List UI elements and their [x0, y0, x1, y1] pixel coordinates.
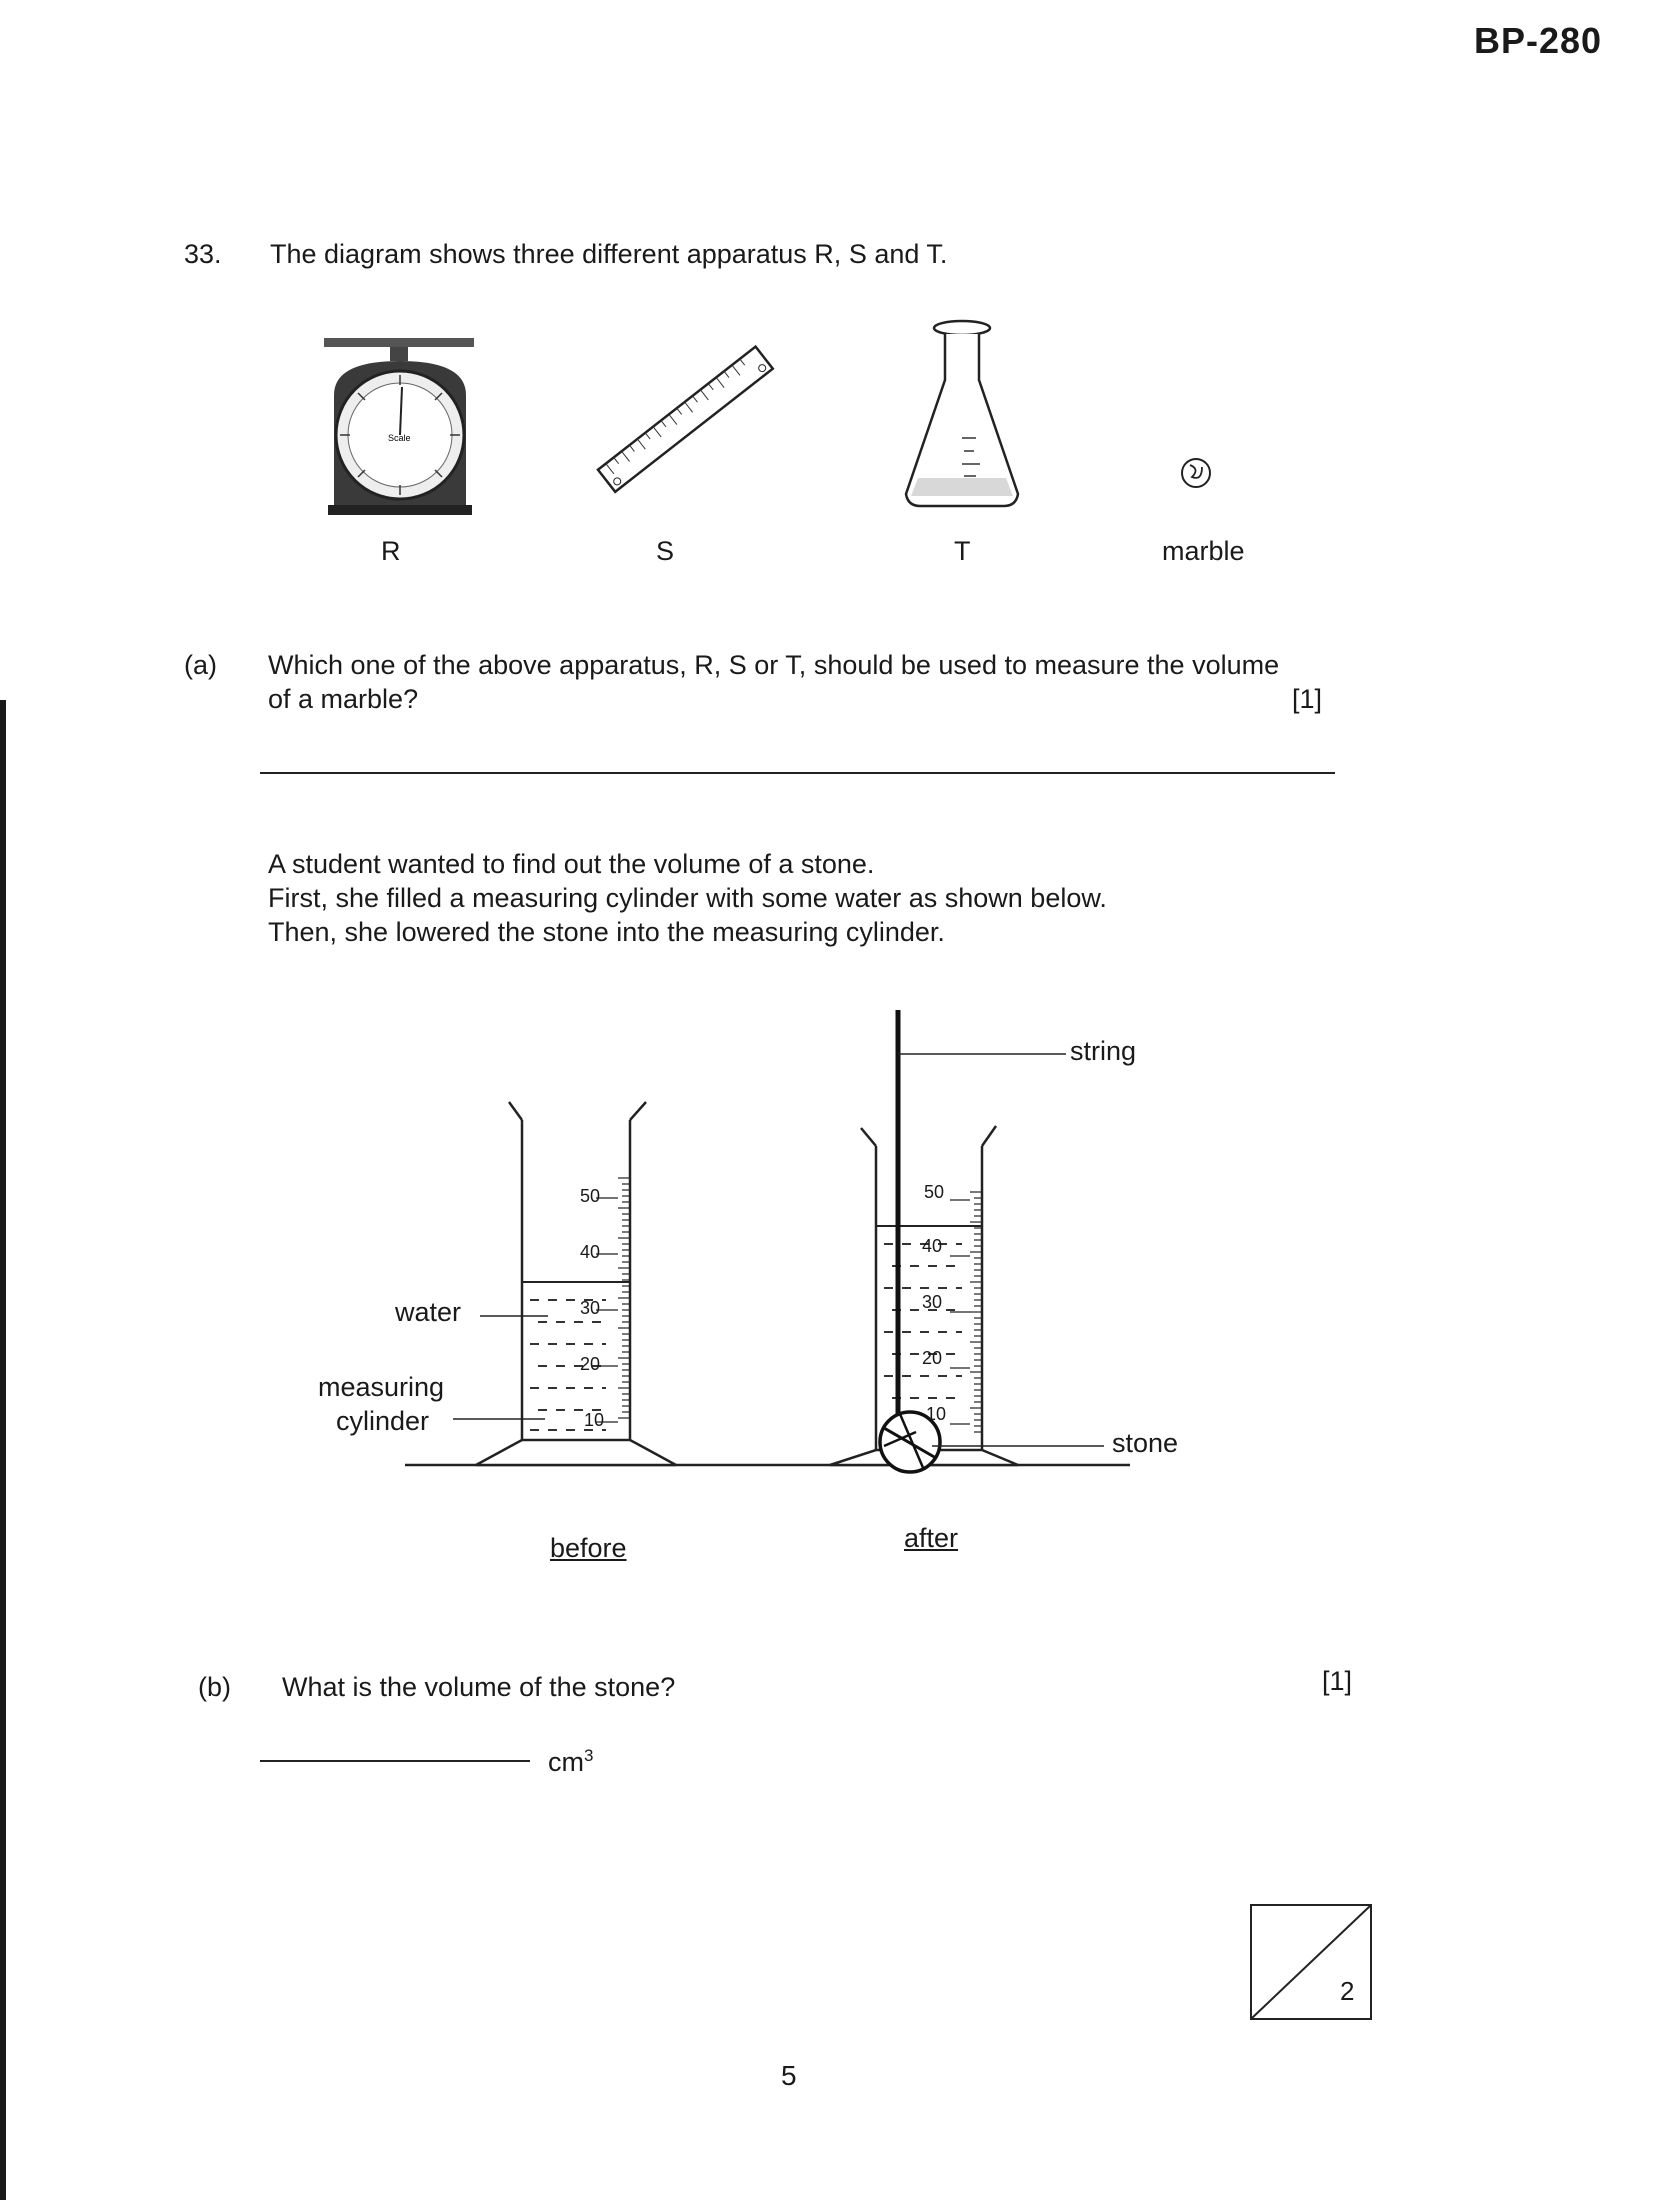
- mark-box: [1250, 1904, 1372, 2020]
- cylinder-before: [476, 1102, 676, 1465]
- part-b-answer-line[interactable]: [260, 1760, 530, 1762]
- stem-line-2: First, she filled a measuring cylinder with some water as shown below.: [268, 883, 1107, 913]
- apparatus-label-t: T: [954, 536, 971, 566]
- marble-label: marble: [1162, 536, 1245, 566]
- scale-before-20: 20: [580, 1354, 601, 1374]
- cylinder-label-line1: measuring: [318, 1372, 445, 1402]
- svg-text:Scale: Scale: [388, 433, 411, 443]
- string-label: string: [1070, 1036, 1137, 1066]
- stone-label: stone: [1112, 1428, 1179, 1458]
- part-a-label: (a): [184, 650, 217, 680]
- unit-label: $cm^3$: [548, 1746, 594, 1777]
- scale-after-50: 50: [924, 1182, 945, 1202]
- question-intro: The diagram shows three different apparatus R, S and T.: [270, 239, 948, 269]
- part-a-marks: [1]: [1292, 684, 1323, 714]
- stem-line-1: A student wanted to find out the volume of a stone.: [268, 849, 875, 879]
- cylinder-label-line2: cylinder: [336, 1406, 430, 1436]
- scale-after-30: 30: [922, 1292, 943, 1312]
- part-a-text-line1: Which one of the above apparatus, R, S or T, should be used to measure the volume: [268, 650, 1280, 680]
- part-b-marks: [1]: [1322, 1666, 1353, 1696]
- part-b-label: (b): [198, 1672, 231, 1702]
- before-label: before: [550, 1533, 627, 1563]
- part-a-text-line2: of a marble?: [268, 684, 419, 714]
- scale-after-10: 10: [926, 1404, 947, 1424]
- part-b-text: What is the volume of the stone?: [282, 1672, 676, 1702]
- scale-after-40: 40: [922, 1236, 943, 1256]
- scale-before-30: 30: [580, 1298, 601, 1318]
- stem-line-3: Then, she lowered the stone into the measuring cylinder.: [268, 917, 945, 947]
- question-number: 33.: [184, 239, 222, 269]
- water-label: water: [395, 1297, 462, 1327]
- after-label: after: [904, 1523, 959, 1553]
- paper-code: BP-280: [1474, 20, 1603, 61]
- scale-before-10: 10: [584, 1410, 605, 1430]
- scale-before-40: 40: [580, 1242, 601, 1262]
- mark-box-total: 2: [1340, 1976, 1355, 2006]
- apparatus-label-r: R: [381, 536, 401, 566]
- apparatus-label-s: S: [656, 536, 675, 566]
- scale-before-50: 50: [580, 1186, 601, 1206]
- page-number: 5: [781, 2060, 797, 2091]
- scale-after-20: 20: [922, 1348, 943, 1368]
